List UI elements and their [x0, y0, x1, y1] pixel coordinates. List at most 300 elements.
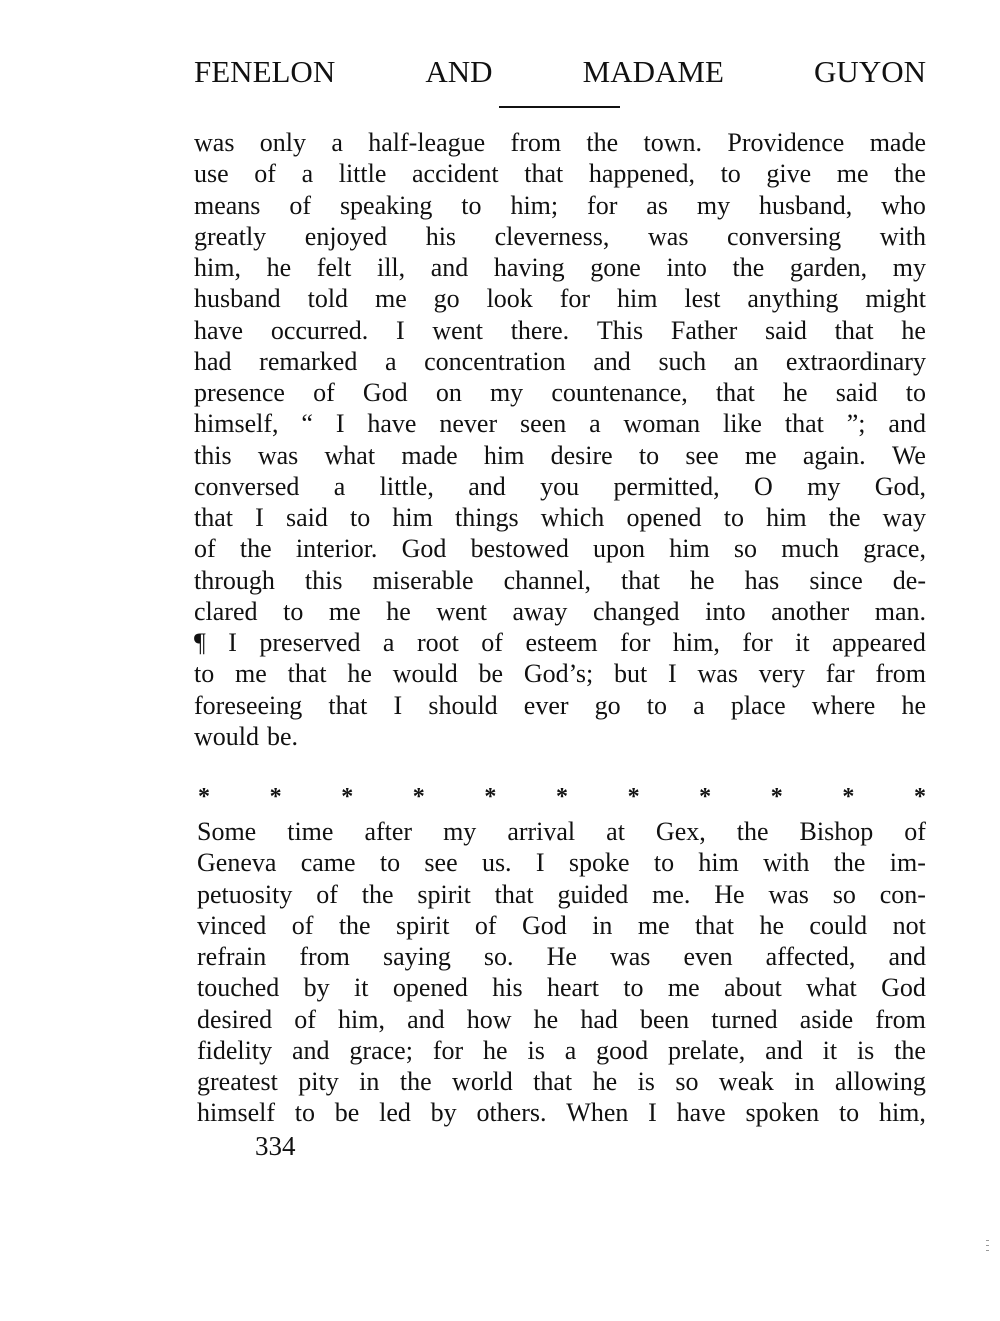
- text-line: [197, 847, 926, 878]
- word: so: [832, 879, 856, 909]
- word: occurred.: [270, 315, 369, 345]
- word: little,: [379, 471, 434, 501]
- word: my: [696, 190, 731, 220]
- word: speaking: [339, 190, 433, 220]
- word: have: [194, 315, 244, 345]
- paragraph-block-2: [197, 816, 926, 1129]
- word: to: [838, 1098, 860, 1128]
- word: grace;: [349, 1035, 413, 1065]
- word: give: [766, 159, 812, 189]
- word: himself: [197, 1098, 275, 1128]
- word: he: [783, 378, 808, 407]
- word: that: [695, 910, 735, 940]
- word: into: [705, 596, 746, 626]
- word: to: [653, 848, 675, 878]
- text-line: [197, 1035, 926, 1066]
- word: lest: [684, 284, 721, 314]
- word: again.: [802, 440, 866, 470]
- word: a: [333, 471, 346, 501]
- word: so: [675, 1067, 699, 1096]
- word: led: [379, 1098, 411, 1128]
- word: could: [809, 910, 868, 940]
- word: the: [399, 1067, 432, 1096]
- text-line: [194, 190, 926, 221]
- word: esteem: [525, 628, 598, 657]
- word: me: [235, 659, 267, 689]
- text-line: [197, 1004, 926, 1035]
- text-line: [194, 221, 926, 252]
- word: I: [393, 690, 403, 720]
- running-head-word: GUYON: [814, 54, 926, 89]
- word: having: [493, 253, 565, 282]
- word: been: [640, 1004, 690, 1034]
- word: through: [194, 565, 275, 595]
- asterisk: *: [913, 783, 926, 810]
- word: as: [646, 190, 668, 220]
- word: and: [593, 346, 631, 376]
- word: me: [836, 159, 869, 189]
- word: went: [432, 315, 483, 345]
- word: to: [638, 440, 660, 470]
- word: came: [300, 848, 356, 878]
- word: and: [765, 1035, 803, 1065]
- word: greatest: [197, 1067, 278, 1096]
- text-line: [197, 879, 926, 910]
- text-line: [194, 377, 926, 408]
- word: ”;: [846, 409, 866, 439]
- word: affected,: [765, 942, 856, 971]
- word: refrain: [197, 942, 267, 971]
- word: him,: [672, 628, 720, 657]
- word: spirit: [396, 910, 450, 940]
- word: by: [430, 1098, 457, 1128]
- word: bestowed: [470, 534, 569, 564]
- word: so.: [483, 942, 514, 971]
- text-line: [194, 346, 926, 377]
- word: God: [521, 910, 567, 940]
- word: was: [768, 879, 809, 909]
- word: on: [435, 378, 462, 407]
- word: to: [623, 973, 644, 1003]
- word: to: [194, 659, 215, 689]
- word: be: [478, 659, 504, 689]
- word: was: [194, 128, 235, 157]
- word: conversed: [194, 471, 300, 501]
- word: appeared: [832, 628, 926, 657]
- word: he: [483, 1035, 508, 1065]
- word: for: [620, 628, 651, 657]
- word: and: [407, 1004, 445, 1034]
- word: a: [331, 128, 343, 157]
- word: He: [714, 879, 745, 909]
- word: his: [425, 221, 457, 251]
- word: there.: [510, 315, 570, 345]
- word: opened: [626, 503, 702, 532]
- word: upon: [593, 534, 646, 564]
- word: said: [835, 378, 878, 407]
- word: for: [742, 628, 773, 657]
- text-line: [194, 283, 926, 314]
- word: have: [676, 1098, 726, 1128]
- word: go: [433, 284, 460, 314]
- text-line: [194, 565, 926, 596]
- word: be.: [267, 721, 299, 751]
- word: husband: [194, 284, 281, 314]
- asterisk: *: [341, 783, 354, 810]
- word: and: [888, 409, 926, 439]
- word: a: [564, 1035, 577, 1065]
- text-line: [197, 941, 926, 972]
- word: was: [609, 942, 651, 971]
- word: the: [833, 848, 866, 878]
- word: God,: [874, 471, 926, 501]
- word: he: [533, 1004, 559, 1034]
- word: the: [828, 503, 861, 532]
- word: would: [392, 659, 458, 689]
- word: of: [291, 910, 314, 940]
- word: the: [894, 1035, 926, 1065]
- word: Gex,: [655, 817, 706, 846]
- word: im-: [889, 848, 926, 878]
- word: opened: [392, 973, 468, 1003]
- word: like: [722, 409, 762, 439]
- word: much: [781, 534, 839, 564]
- word: go: [594, 690, 621, 720]
- word: told: [307, 284, 349, 314]
- word: he: [592, 1067, 618, 1096]
- word: ¶: [194, 628, 206, 657]
- word: of: [289, 190, 312, 220]
- word: he: [690, 565, 715, 595]
- word: him: [616, 284, 658, 314]
- word: I: [396, 315, 405, 345]
- word: he: [759, 910, 784, 940]
- word: of: [904, 817, 926, 846]
- word: himself,: [194, 409, 279, 439]
- word: God: [401, 534, 447, 564]
- word: con-: [879, 879, 926, 909]
- word: where: [811, 690, 876, 720]
- word: that: [621, 565, 661, 595]
- text-line: [194, 471, 926, 502]
- word: made: [401, 440, 458, 470]
- word: after: [364, 817, 413, 846]
- text-line: [194, 596, 926, 627]
- word: look: [486, 284, 533, 314]
- word: to: [723, 503, 744, 532]
- word: from: [875, 659, 926, 689]
- word: gone: [590, 253, 641, 282]
- word: at: [606, 817, 625, 846]
- word: might: [865, 284, 926, 314]
- asterisk: *: [198, 783, 210, 810]
- word: little: [338, 159, 387, 189]
- asterisk: *: [412, 783, 425, 810]
- word: of: [316, 879, 338, 909]
- word: half-league: [368, 128, 486, 157]
- word: of: [474, 910, 497, 940]
- word: my: [807, 471, 841, 501]
- asterisk: *: [627, 783, 640, 810]
- word: seen: [520, 409, 567, 439]
- word: and: [291, 1035, 330, 1065]
- running-head-word: FENELON: [194, 54, 336, 89]
- text-line: [197, 1097, 926, 1128]
- word: went: [436, 596, 487, 626]
- word: in: [794, 1067, 815, 1096]
- word: When: [566, 1098, 629, 1128]
- word: for: [432, 1035, 464, 1065]
- text-line: [194, 627, 926, 658]
- word: my: [489, 378, 524, 407]
- word: this: [194, 440, 232, 470]
- word: way: [882, 503, 926, 532]
- word: he: [266, 253, 292, 282]
- word: extraordinary: [785, 346, 926, 376]
- word: I: [535, 848, 545, 878]
- word: clared: [194, 596, 258, 626]
- word: with: [879, 221, 926, 251]
- word: that: [287, 659, 327, 689]
- word: turned: [711, 1004, 778, 1034]
- word: said: [285, 503, 328, 532]
- word: grace,: [863, 534, 926, 564]
- word: who: [881, 190, 926, 220]
- word: he: [901, 315, 926, 345]
- word: “: [301, 409, 313, 439]
- word: said: [765, 315, 807, 345]
- word: concentration: [424, 346, 566, 376]
- word: felt: [316, 253, 352, 282]
- word: things: [455, 503, 519, 532]
- word: by: [303, 973, 330, 1003]
- text-line: [194, 690, 926, 721]
- word: my: [443, 817, 477, 846]
- word: see: [424, 848, 458, 878]
- word: to: [350, 503, 371, 532]
- word: me: [744, 440, 777, 470]
- word: have: [367, 409, 417, 439]
- word: another: [771, 596, 850, 626]
- word: with: [763, 848, 810, 878]
- word: man.: [874, 596, 926, 626]
- asterisk: *: [770, 783, 783, 810]
- word: Geneva: [197, 848, 277, 878]
- word: foreseeing: [194, 690, 303, 720]
- asterisk: *: [484, 783, 497, 810]
- word: I: [648, 1098, 657, 1128]
- word: him,: [338, 1004, 385, 1034]
- text-line: [194, 127, 926, 158]
- word: is: [856, 1035, 875, 1065]
- word: aside: [799, 1004, 854, 1034]
- word: an: [733, 346, 759, 376]
- word: for: [587, 190, 618, 220]
- word: that: [533, 1067, 573, 1096]
- word: of: [481, 628, 503, 657]
- word: to: [461, 190, 482, 220]
- word: it: [354, 973, 369, 1003]
- word: he: [347, 659, 372, 689]
- word: he: [901, 690, 926, 720]
- word: desire: [550, 440, 613, 470]
- word: me: [328, 596, 361, 626]
- word: that: [834, 315, 874, 345]
- paragraph-block-1: [194, 127, 926, 752]
- word: means: [194, 190, 261, 220]
- word: what: [806, 973, 857, 1003]
- word: root: [416, 628, 459, 657]
- word: remarked: [259, 346, 358, 376]
- word: and: [888, 942, 926, 971]
- word: see: [685, 440, 719, 470]
- word: of: [313, 378, 335, 407]
- text-line: [194, 252, 926, 283]
- word: from: [299, 942, 350, 971]
- word: not: [892, 910, 926, 940]
- word: from: [875, 1004, 926, 1034]
- word: Some: [197, 817, 257, 846]
- word: him: [669, 534, 710, 564]
- word: him: [392, 503, 433, 532]
- word: spoke: [568, 848, 630, 878]
- word: Father: [670, 315, 738, 345]
- word: husband,: [759, 190, 853, 220]
- word: is: [637, 1067, 655, 1096]
- word: greatly: [194, 221, 267, 251]
- word: and: [468, 471, 506, 501]
- word: ill,: [376, 253, 406, 282]
- word: saying: [382, 942, 451, 971]
- word: enjoyed: [304, 221, 388, 251]
- text-line: [197, 1066, 926, 1097]
- word: since: [809, 565, 863, 595]
- word: away: [512, 596, 568, 626]
- word: vinced: [197, 910, 267, 940]
- word: from: [510, 128, 562, 157]
- word: He: [546, 942, 577, 971]
- word: was: [257, 440, 299, 470]
- running-head-word: MADAME: [582, 54, 724, 89]
- word: This: [596, 315, 644, 345]
- header-rule: [499, 106, 620, 108]
- word: he: [386, 596, 411, 626]
- word: made: [869, 128, 926, 157]
- word: be: [334, 1098, 360, 1128]
- asterisk: *: [555, 783, 568, 810]
- word: pity: [298, 1067, 339, 1096]
- word: that: [494, 879, 534, 909]
- word: him: [698, 848, 739, 878]
- text-line: [194, 315, 926, 346]
- word: to: [294, 1098, 316, 1128]
- word: such: [658, 346, 707, 376]
- word: fidelity: [197, 1035, 273, 1065]
- word: in: [592, 910, 613, 940]
- word: spirit: [417, 879, 471, 909]
- word: I: [228, 628, 237, 657]
- word: only: [259, 128, 307, 157]
- word: is: [527, 1035, 545, 1065]
- asterisk: *: [699, 783, 712, 810]
- running-head: [194, 52, 926, 92]
- text-line: [197, 910, 926, 941]
- word: me: [374, 284, 407, 314]
- word: anything: [747, 284, 839, 314]
- text-line: [194, 533, 926, 564]
- word: others.: [476, 1098, 547, 1128]
- word: what: [324, 440, 376, 470]
- word: arrival: [507, 817, 576, 846]
- asterisk: *: [269, 783, 282, 810]
- word: Bishop: [799, 817, 874, 846]
- word: petuosity: [197, 879, 293, 909]
- word: it: [822, 1035, 838, 1065]
- word: and: [430, 253, 469, 282]
- word: his: [492, 973, 523, 1003]
- text-line: [197, 816, 926, 847]
- text-line: [194, 158, 926, 189]
- text-line: [194, 502, 926, 533]
- word: that: [194, 503, 233, 532]
- word: town.: [643, 128, 703, 157]
- word: how: [466, 1004, 512, 1034]
- word: him;: [510, 190, 559, 220]
- word: of: [194, 534, 216, 564]
- word: I: [255, 503, 264, 532]
- word: should: [428, 690, 498, 720]
- word: us.: [481, 848, 512, 878]
- word: a: [693, 690, 705, 720]
- word: interior.: [295, 534, 378, 564]
- running-head-word: AND: [425, 54, 493, 89]
- word: I: [668, 659, 677, 689]
- word: you: [540, 471, 580, 501]
- word: of: [294, 1004, 316, 1034]
- word: miserable: [372, 565, 474, 595]
- word: the: [732, 253, 765, 282]
- word: but: [614, 659, 648, 689]
- word: to: [905, 378, 926, 407]
- word: accident: [412, 159, 499, 189]
- text-line: [194, 408, 926, 439]
- text-line: [194, 658, 926, 689]
- word: touched: [197, 973, 280, 1003]
- word: was: [648, 221, 689, 251]
- word: We: [891, 440, 926, 470]
- text-line: [194, 721, 926, 752]
- word: the: [736, 817, 769, 846]
- word: God: [362, 378, 408, 407]
- word: about: [724, 973, 782, 1003]
- word: the: [586, 128, 619, 157]
- word: a: [301, 159, 314, 189]
- word: has: [744, 565, 780, 595]
- word: in: [359, 1067, 380, 1096]
- word: God’s;: [523, 659, 594, 689]
- word: would: [194, 721, 259, 751]
- word: this: [304, 565, 343, 595]
- word: that: [784, 409, 824, 439]
- word: guided: [557, 879, 629, 909]
- word: had: [580, 1004, 618, 1034]
- word: cleverness,: [494, 221, 610, 251]
- word: him,: [878, 1098, 926, 1128]
- word: far: [825, 659, 855, 689]
- word: me: [667, 973, 700, 1003]
- word: him: [766, 503, 807, 532]
- scan-edge-mark: [986, 1240, 989, 1254]
